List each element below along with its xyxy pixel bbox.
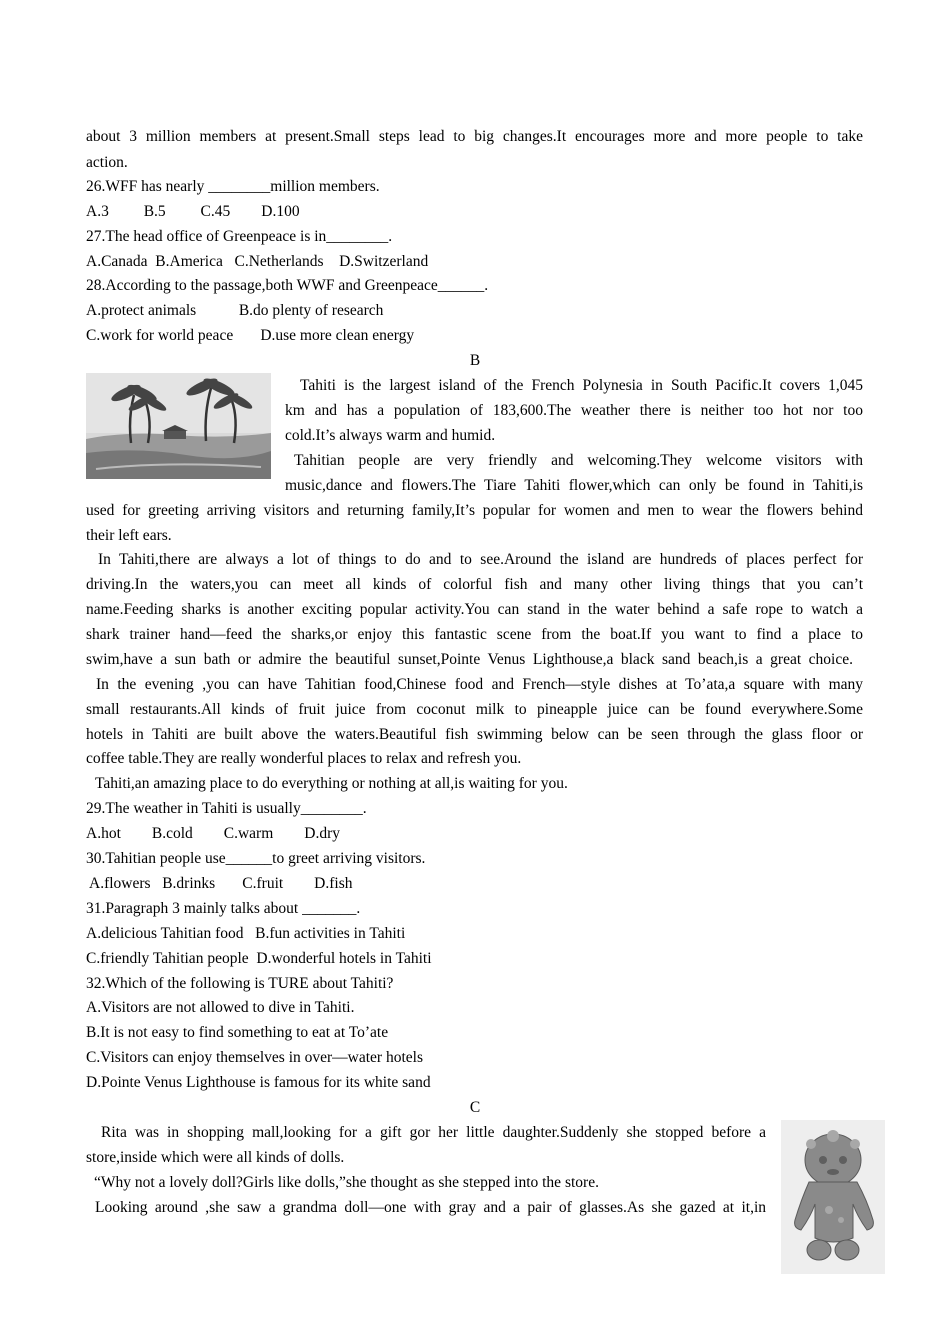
passage-b-line: Tahiti is the largest island of the French Polynesia in South Pacific.It covers 1,045	[300, 377, 863, 394]
passage-b-line: coffee table.They are really wonderful places to relax and refresh you.	[86, 750, 522, 767]
question-30-options: A.flowers B.drinks C.fruit D.fish	[86, 875, 353, 892]
passage-b-line: Tahiti,an amazing place to do everything or nothing at all,is waiting for you.	[95, 775, 568, 792]
question-31-options: A.delicious Tahitian food B.fun activities in Tahiti	[86, 925, 406, 942]
question-29-options: A.hot B.cold C.warm D.dry	[86, 825, 341, 842]
passage-b-line: name.Feeding sharks is another exciting popular activity.You can stand in the water behind a safe rope to watch a	[86, 601, 863, 618]
question-32-option-a: A.Visitors are not allowed to dive in Tahiti.	[86, 999, 355, 1016]
passage-b-line: swim,have a sun bath or admire the beautiful sunset,Pointe Venus Lighthouse,a black sand beach,is a great choice.	[86, 651, 853, 668]
tropical-island-palm-trees-image	[86, 373, 271, 479]
section-b-heading: B	[469, 352, 481, 369]
passage-b-line: Tahitian people are very friendly and welcoming.They welcome visitors with	[294, 452, 863, 469]
passage-b-line: In Tahiti,there are always a lot of things to do and to see.Around the island are hundreds of places perfect for	[98, 551, 863, 568]
passage-b-line: In the evening ,you can have Tahitian food,Chinese food and French—style dishes at To’ata,a square with many	[96, 676, 863, 693]
question-32-option-d: D.Pointe Venus Lighthouse is famous for its white sand	[86, 1074, 431, 1091]
passage-b-line: driving.In the waters,you can meet all kinds of colorful fish and many other living things that you can’t	[86, 576, 863, 593]
question-31: 31.Paragraph 3 mainly talks about _______.	[86, 900, 361, 917]
question-27: 27.The head office of Greenpeace is in________.	[86, 228, 393, 245]
question-26: 26.WFF has nearly ________million members.	[86, 178, 380, 195]
question-31-options: C.friendly Tahitian people D.wonderful hotels in Tahiti	[86, 950, 432, 967]
passage-c-line: Looking around ,she saw a grandma doll—one with gray and a pair of glasses.As she gazed at it,in	[95, 1199, 766, 1216]
passage-b-line: small restaurants.All kinds of fruit juice from coconut milk to pineapple juice can be found everywhere.Some	[86, 701, 863, 718]
question-32: 32.Which of the following is TURE about Tahiti?	[86, 975, 394, 992]
question-29: 29.The weather in Tahiti is usually________.	[86, 800, 367, 817]
passage-b-line: their left ears.	[86, 527, 172, 544]
section-c-heading: C	[469, 1099, 481, 1116]
passage-c-line: Rita was in shopping mall,looking for a gift gor her little daughter.Suddenly she stopped before a	[101, 1124, 766, 1141]
question-28: 28.According to the passage,both WWF and Greenpeace______.	[86, 277, 489, 294]
question-30: 30.Tahitian people use______to greet arriving visitors.	[86, 850, 426, 867]
passage-b-line: used for greeting arriving visitors and returning family,It’s popular for women and men to wear the flowers behind	[86, 502, 863, 519]
passage-a-line: about 3 million members at present.Small steps lead to big changes.It encourages more and more people to take	[86, 128, 863, 145]
question-27-options: A.Canada B.America C.Netherlands D.Switzerland	[86, 253, 429, 270]
question-32-option-c: C.Visitors can enjoy themselves in over—water hotels	[86, 1049, 423, 1066]
passage-b-line: music,dance and flowers.The Tiare Tahiti flower,which can only be found in Tahiti,is	[285, 477, 863, 494]
passage-c-line: store,inside which were all kinds of dolls.	[86, 1149, 345, 1166]
question-28-options: C.work for world peace D.use more clean energy	[86, 327, 415, 344]
grandma-doll-image	[781, 1120, 885, 1274]
passage-b-line: hotels in Tahiti are built above the waters.Beautiful fish swimming below can be seen through the glass floor or	[86, 726, 863, 743]
passage-b-line: shark trainer hand—feed the sharks,or enjoy this fantastic scene from the boat.If you want to find a place to	[86, 626, 863, 643]
passage-c-line: “Why not a lovely doll?Girls like dolls,”she thought as she stepped into the store.	[94, 1174, 599, 1191]
question-28-options: A.protect animals B.do plenty of research	[86, 302, 384, 319]
question-32-option-b: B.It is not easy to find something to eat at To’ate	[86, 1024, 389, 1041]
passage-b-line: km and has a population of 183,600.The weather there is neither too hot nor too	[285, 402, 863, 419]
passage-a-line: action.	[86, 154, 128, 171]
question-26-options: A.3 B.5 C.45 D.100	[86, 203, 300, 220]
passage-b-line: cold.It’s always warm and humid.	[285, 427, 496, 444]
